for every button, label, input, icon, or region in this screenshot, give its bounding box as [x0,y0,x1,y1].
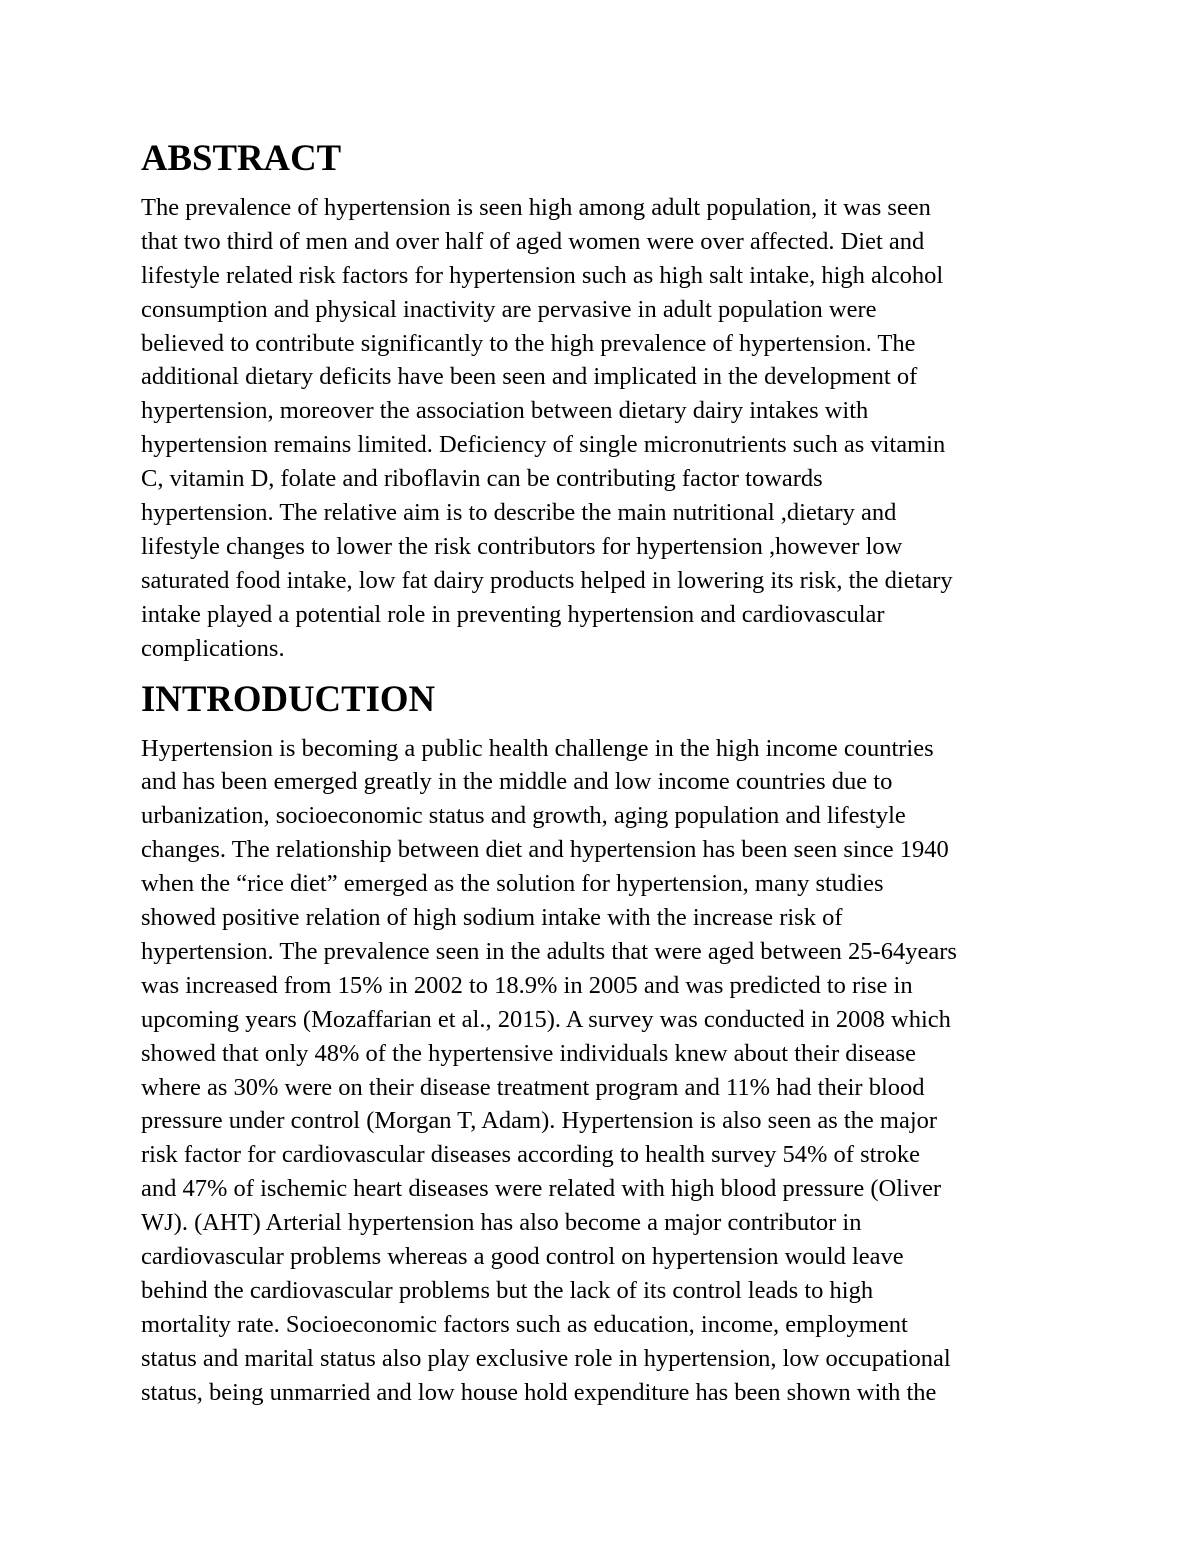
introduction-heading: INTRODUCTION [141,677,436,719]
text-line: hypertension, moreover the association between dietary dairy intakes with [141,397,869,425]
text-line: cardiovascular problems whereas a good control on hypertension would leave [141,1243,904,1271]
text-line: The prevalence of hypertension is seen high among adult population, it was seen [141,193,931,221]
text-line: risk factor for cardiovascular diseases according to health survey 54% of stroke [141,1141,920,1169]
text-line: was increased from 15% in 2002 to 18.9% in 2005 and was predicted to rise in [141,971,913,999]
text-line: and has been emerged greatly in the middle and low income countries due to [141,768,893,796]
introduction-paragraph [141,732,1066,1410]
text-line: Hypertension is becoming a public health challenge in the high income countries [141,734,934,762]
text-line: behind the cardiovascular problems but the lack of its control leads to high [141,1277,874,1304]
text-line: additional dietary deficits have been seen and implicated in the development of [141,363,918,391]
text-line: believed to contribute significantly to the high prevalence of hypertension. The [141,329,916,357]
text-line: where as 30% were on their disease treatment program and 11% had their blood [141,1073,925,1101]
text-line: mortality rate. Socioeconomic factors such as education, income, employment [141,1310,908,1338]
text-line: urbanization, socioeconomic status and growth, aging population and lifestyle [141,802,906,830]
text-line: hypertension remains limited. Deficiency of single micronutrients such as vitamin [141,431,946,459]
text-line: lifestyle related risk factors for hypertension such as high salt intake, high alcohol [141,261,944,289]
document-body [141,137,1066,1410]
abstract-heading: ABSTRACT [141,137,342,178]
text-line: changes. The relationship between diet and hypertension has been seen since 1940 [141,836,949,864]
text-line: upcoming years (Mozaffarian et al., 2015). A survey was conducted in 2008 which [141,1005,951,1033]
text-line: hypertension. The prevalence seen in the adults that were aged between 25-64years [141,937,957,965]
text-line: intake played a potential role in preventing hypertension and cardiovascular [141,600,885,628]
abstract-paragraph [141,191,1066,666]
text-line: saturated food intake, low fat dairy products helped in lowering its risk, the dietary [141,566,953,594]
text-line: lifestyle changes to lower the risk contributors for hypertension ,however low [141,532,903,560]
text-line: status, being unmarried and low house hold expenditure has been shown with the [141,1378,937,1406]
text-line: when the “rice diet” emerged as the solution for hypertension, many studies [141,870,884,898]
text-line: showed that only 48% of the hypertensive individuals knew about their disease [141,1039,916,1067]
text-line: showed positive relation of high sodium intake with the increase risk of [141,904,843,932]
text-line: hypertension. The relative aim is to describe the main nutritional ,dietary and [141,499,897,527]
text-line: that two third of men and over half of aged women were over affected. Diet and [141,227,925,255]
text-line: consumption and physical inactivity are pervasive in adult population were [141,295,877,323]
text-line: WJ). (AHT) Arterial hypertension has also become a major contributor in [141,1209,862,1237]
text-line: status and marital status also play exclusive role in hypertension, low occupational [141,1344,951,1372]
text-line: C, vitamin D, folate and riboflavin can be contributing factor towards [141,465,823,493]
text-line: and 47% of ischemic heart diseases were related with high blood pressure (Oliver [141,1175,942,1203]
text-line: complications. [141,634,285,662]
text-line: pressure under control (Morgan T, Adam). Hypertension is also seen as the major [141,1107,938,1135]
